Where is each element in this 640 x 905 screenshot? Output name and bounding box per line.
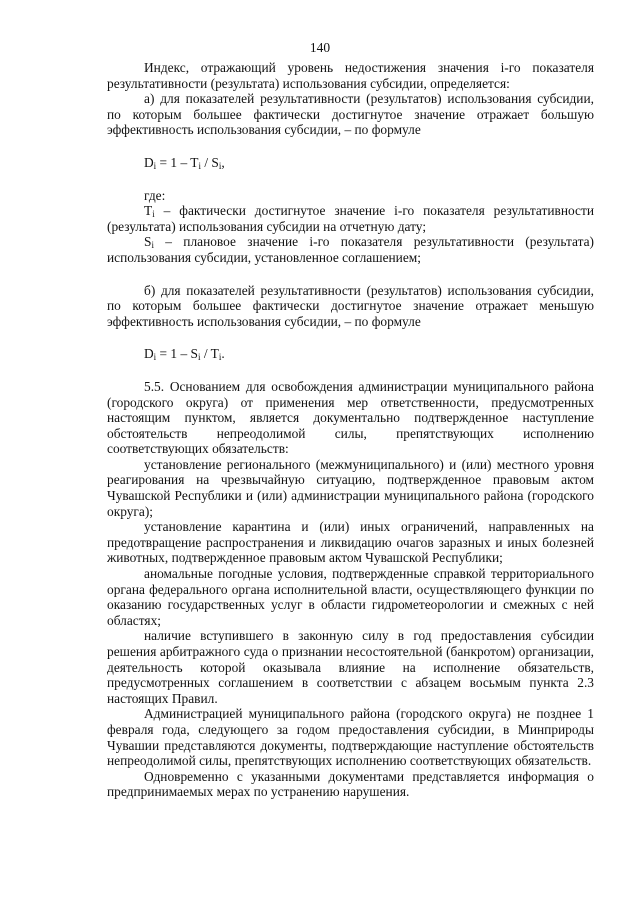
- case-b-paragraph: б) для показателей результативности (результатов) использования субсидии, по которым большее фактически достигнутое значение отражает меньшую эффективность использования субсидии, – по формуле: [107, 282, 594, 329]
- where-label: где:: [144, 187, 166, 203]
- definition-s: $S_i$ – плановое значение i-го показателя результативности (результата) использования субсидии, установленное соглашением;: [107, 234, 594, 265]
- admin-documents-paragraph: Администрацией муниципального района (городского округа) не позднее 1 февраля года, следующего за годом предоставления субсидии, в Минприроды Чувашии представляются документы, подтверждающие наступление обстоятельств непреодолимой силы, препятствующих исполнению соответствующих обязательств.: [107, 706, 594, 769]
- final-paragraph: Одновременно с указанными документами представляется информация о предпринимаемых мерах по устранению нарушения.: [107, 768, 594, 800]
- force-majeure-item-weather: аномальные погодные условия, подтвержденные справкой территориального органа федерального органа исполнительной власти, осуществляющего функции по оказанию государственных услуг в области гидрометеорологии и смежных с ней областях;: [107, 566, 594, 628]
- document-body: [107, 60, 594, 800]
- definition-t: $T_i$ – фактически достигнутое значение i-го показателя результативности (результата) использования субсидии на отчетную дату;: [107, 203, 594, 234]
- formula-inverse: $D_i = 1 - S_i / T_i$.: [144, 346, 225, 363]
- section-5-5-paragraph: 5.5. Основанием для освобождения администрации муниципального района (городского округа) от применения мер ответственности, предусмотренных настоящим пунктом, является документально подтвержденное наступление обстоятельств непреодолимой силы, препятствующих исполнению соответствующих обязательств:: [107, 378, 594, 457]
- case-a-paragraph: а) для показателей результативности (результатов) использования субсидии, по которым большее фактически достигнутое значение отражает большую эффективность использования субсидии, – по формуле: [107, 91, 594, 138]
- index-intro-paragraph: Индекс, отражающий уровень недостижения значения i-го показателя результативности (результата) использования субсидии, определяется:: [107, 60, 594, 91]
- formula-direct: $D_i = 1 - T_i / S_i$,: [144, 154, 225, 171]
- force-majeure-item-quarantine: установление карантина и (или) иных ограничений, направленных на предотвращение распространения и ликвидацию очагов заразных и иных болезней животных, подтвержденное правовым актом Чувашской Республики;: [107, 519, 594, 566]
- force-majeure-item-emergency: установление регионального (межмуниципального) и (или) местного уровня реагирования на чрезвычайную ситуацию, подтвержденное правовым актом Чувашской Республики и (или) администрации муниципального района (городского округа);: [107, 456, 594, 519]
- force-majeure-item-bankruptcy: наличие вступившего в законную силу в год предоставления субсидии решения арбитражного суда о признании несостоятельной (банкротом) организации, деятельность которой оказывала влияние на исполнение обязательств, предусмотренных соглашением в соответствии с абзацем восьмым пункта 2.3 настоящих Правил.: [107, 628, 594, 706]
- page-number: 140: [309, 40, 331, 55]
